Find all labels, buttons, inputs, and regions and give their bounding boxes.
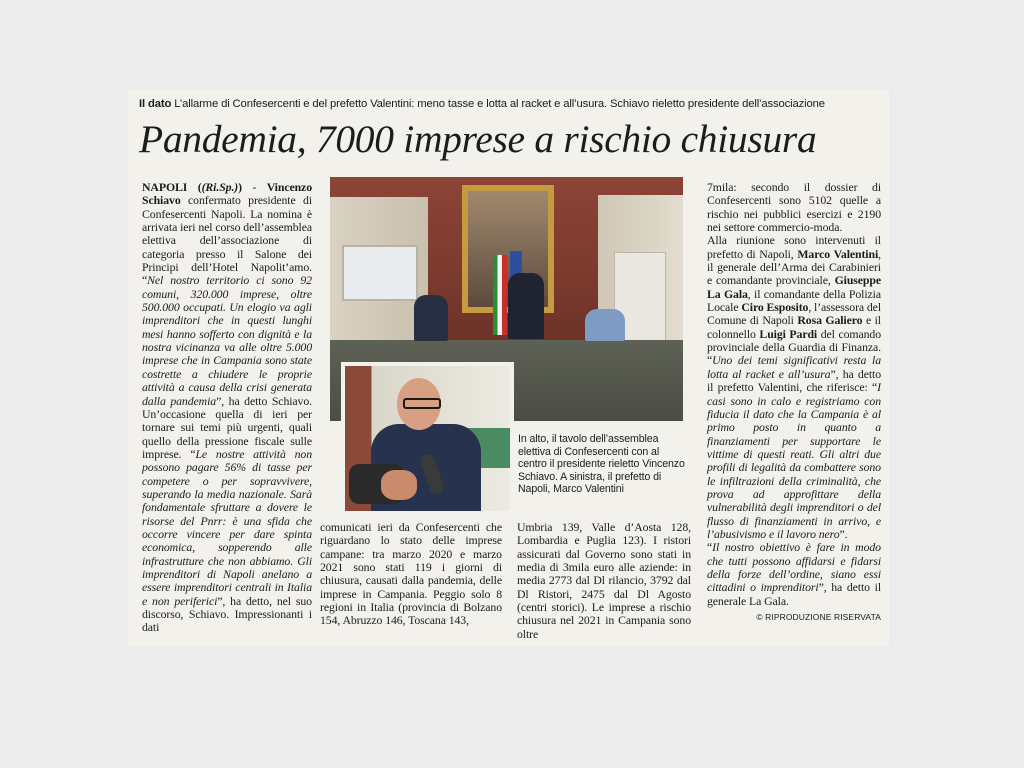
body-text: , il comandante della Polizia Locale (707, 286, 881, 315)
person-name: Giuseppe La Gala (707, 273, 881, 301)
article-column-2 (320, 521, 502, 628)
body-text: e il colonnello (707, 313, 881, 341)
byline: (Ri.Sp.) (201, 180, 239, 194)
body-text: ”, ha detto il generale La Gala. (707, 580, 881, 608)
hand (381, 470, 417, 500)
body-text: ”, ha detto, nel suo discorso, Schiavo. Impressionanti i dati (142, 593, 312, 635)
quote-text: Nel nostro territorio ci sono 92 comuni, 320.000 imprese, oltre 500.000 occupati. Un elogio va agli imprenditori che in questi lunghi mesi hanno sofferto con dignità e la nostra vicinanza va alle oltre 5.000 imprese che in Campania sono state costrette a chiudere le proprie attività a causa della crisi generata dalla pandemia (142, 273, 312, 408)
article-column-4 (707, 181, 881, 624)
body-text: comunicati ieri da Confesercenti che riguardano lo stato delle imprese campane: tra marzo 2020 e marzo 2021 sono stati 119 i giorni di chiusura, causati dalla pandemia, delle imprese in Campania. Peggio solo 8 regioni in Italia (provincia di Bolzano 154, Abruzzo 146, Toscana 143, (320, 520, 502, 628)
body-text: ”, ha detto Schiavo. Un’occasione quella di ieri per tornare sui temi più urgenti, quali quello della pressione fiscale sulle imprese. “ (142, 393, 313, 461)
dateline: NAPOLI (142, 180, 188, 194)
quote-text: Le nostre attività non possono pagare 56% di tasse per competere o per sopravvivere, superando la media nazionale. Sarà fondamentale sfruttare a dovere le risorse del Pnrr: è una sfida che occorre vincere per dare spinta economica, sopperendo alle infrastrutture che non abbiamo. Gli imprenditori di Napoli anelano a essere imprenditori centrali in Italia e non periferici (142, 446, 312, 608)
person-name: Rosa Galiero (797, 313, 863, 328)
person-name: Ciro Esposito (741, 300, 809, 315)
article-column-3 (517, 521, 691, 641)
quote-text: I casi sono in calo e registriamo con fiducia il dato che la Campania è al primo posto in quanto a finanziamenti per supportare le vittime di questi reati. Gli altri due profili di legalità da combattere sono le infiltrazioni della criminalità, che prova ad approfittare della vulnerabilità degli imprenditori o del flusso di finanziamenti in arrivo, e l’abusivismo e il lavoro nero (707, 380, 881, 541)
body-text: confermato presidente di Confesercenti Napoli. La nomina è arrivata ieri nel corso dell’assemblea elettiva dell’associazione di categoria presso il Salone dei Principi dell’Hotel Napolit’amo. “ (142, 193, 312, 288)
glasses (403, 398, 441, 409)
person-name: Luigi Pardi (759, 326, 818, 341)
person-seated (585, 309, 625, 341)
person-name: Marco Valentini (797, 246, 879, 261)
body-text: , l’assessora del Comune di Napoli (707, 300, 881, 328)
italian-flag (493, 255, 507, 335)
kicker-label: Il dato (139, 98, 172, 110)
projection-screen (342, 245, 418, 301)
body-text: del comando provinciale della Guardia di Finanza. “ (707, 326, 881, 368)
person-name: Vincenzo Schiavo (142, 180, 312, 208)
body-text: Alla riunione sono intervenuti il prefetto di Napoli, (707, 233, 881, 261)
body-text: ”. (839, 526, 848, 541)
body-text: ”, ha detto il prefetto Valentini, che riferisce: “ (707, 366, 881, 395)
headline: Pandemia, 7000 imprese a rischio chiusura (139, 117, 817, 161)
body-text: Umbria 139, Valle d’Aosta 128, Lombardia e Puglia 123). I ristori assicurati dal Governo sono stati in media di 3mila euro alle aziende: in media 2773 dal Dl rilancio, 3792 dal Dl Ristori, 2475 dal Dl Agosto (centri storici). Le imprese a rischio chiusura nel 2021 in Campania sono oltre (517, 520, 691, 641)
article-column-1: NAPOLI ((Ri.Sp.)) - Vincenzo Schiavo confermato presidente di Confesercenti Napoli. La nomina è arrivata ieri nel corso dell’assemblea elettiva dell’associazione di categoria presso il Salone dei Principi dell’Hotel Napolit’amo. “Nel nostro territorio ci sono 92 comuni, 320.000 imprese, oltre 500.000 occupati. Un elogio va agli imprenditori che in questi lunghi mesi hanno sofferto con dignità e la nostra vicinanza va alle oltre 5.000 imprese che in Campania sono state costrette a chiudere le proprie attività a causa della crisi generata dalla pandemia”, ha detto Schiavo. Un’occasione quella di ieri per tornare sui temi più urgenti, quali quello della pressione fiscale sulle imprese. “Le nostre attività non possono pagare 56% di tasse per competere o per sopravvivere, superando la media nazionale. Sarà fondamentale sfruttare a dovere le risorse del Pnrr: è una sfida che occorre vincere per dare spinta economica, sopperendo alle infrastrutture che non abbiamo. Gli imprenditori di Napoli anelano a essere imprenditori centrali in Italia e non periferici”, ha detto, nel suo discorso, Schiavo. Impressionanti i dati (142, 180, 313, 635)
quote-text: Il nostro obiettivo è fare in modo che tutti possono affidarsi e fidarsi della forze dell’ordine, siano essi cittadini o imprenditori (707, 540, 881, 595)
kicker-line (139, 97, 884, 111)
body-text: 7mila: secondo il dossier di Confesercenti sono 5102 quelle a rischio nei pubblici esercizi e 2190 nei settore commercio-moda. (707, 180, 881, 235)
quote-text: Uno dei temi significativi resta la lotta al racket e all’usura (707, 353, 881, 381)
body-text: “ (707, 540, 713, 555)
inset-photo (341, 362, 514, 515)
body-text: , il generale dell’Arma dei Carabinieri e comandante provinciale, (707, 246, 881, 288)
copyright-credit: © RIPRODUZIONE RISERVATA (756, 612, 881, 622)
photo-caption: In alto, il tavolo dell’assemblea elettiva di Confesercenti con al centro il presidente rieletto Vincenzo Schiavo. A sinistra, il prefetto di Napoli, Marco Valentini (518, 433, 685, 496)
person-standing (508, 273, 544, 339)
person-seated (414, 295, 448, 341)
kicker-text: L’allarme di Confesercenti e del prefetto Valentini: meno tasse e lotta al racket e all’usura. Schiavo rieletto presidente dell’associazione (174, 98, 825, 110)
